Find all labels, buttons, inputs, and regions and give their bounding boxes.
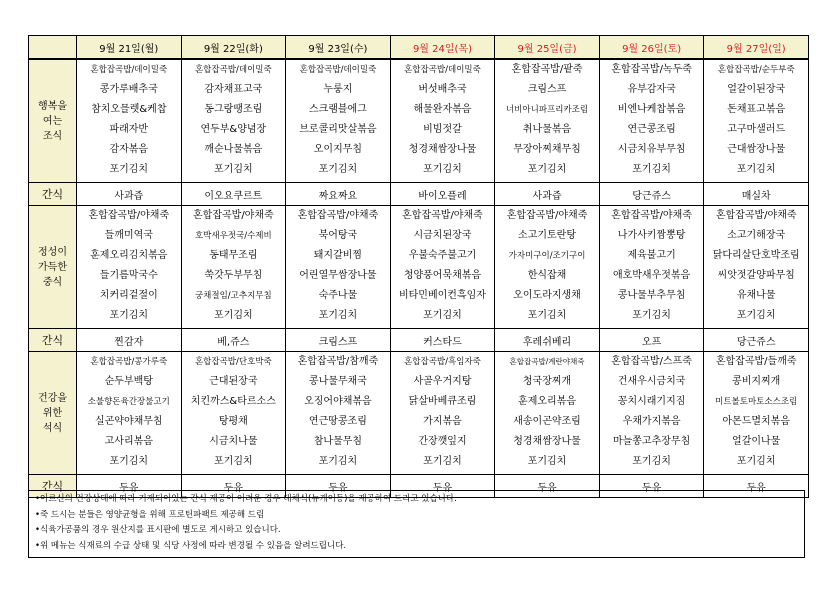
notice-line: •식육가공품의 경우 원산지를 표시판에 별도로 게시하고 있습니다. <box>35 525 281 535</box>
menu-item: 미트볼토마토소스조림 <box>715 397 798 407</box>
day-header: 9월 23일(수) <box>286 36 391 60</box>
menu-item: 돼지갈비찜 <box>313 250 363 261</box>
menu-item: 청경채쌈장나물 <box>513 436 581 447</box>
menu-item: 궁채절임/고추지무침 <box>194 291 272 301</box>
menu-item: 참나물무침 <box>313 436 363 447</box>
menu-item: 들깨미역국 <box>104 230 153 241</box>
menu-item: 파래자반 <box>109 124 149 135</box>
menu-item: 숙주나물 <box>318 290 358 301</box>
menu-item: 우불숙주불고기 <box>408 250 477 261</box>
menu-item: 혼합잡곡밥/참깨죽 <box>297 356 379 367</box>
menu-item: 연근땅콩조림 <box>308 416 367 427</box>
menu-item: 돈채표고볶음 <box>727 104 786 115</box>
snack-cell: 두유 <box>390 475 495 498</box>
menu-item: 오이지무침 <box>313 144 363 155</box>
menu-item: 혼합잡곡밥/야채죽 <box>506 210 588 221</box>
dinner-cell-day-7 <box>704 352 809 475</box>
menu-item: 소불향돈육간장불고기 <box>87 397 170 407</box>
menu-item: 콩가루배추국 <box>99 84 158 95</box>
day-header: 9월 24일(목) <box>390 36 495 60</box>
dinner-label: 건강을 위한 석식 <box>29 352 77 475</box>
lunch-cell-day-6 <box>599 206 704 329</box>
menu-item: 포기김치 <box>632 456 671 467</box>
snack-cell: 당근쥬스 <box>704 329 809 352</box>
menu-item: 혼합잡곡밥/데이밀죽 <box>194 65 272 75</box>
menu-item: 사골우거지탕 <box>413 376 472 387</box>
breakfast-row <box>29 59 809 183</box>
dinner-cell-day-1 <box>77 352 182 475</box>
menu-item: 씨앗젓갈양파무침 <box>717 270 795 281</box>
menu-item: 포기김치 <box>736 310 776 321</box>
notice-box <box>28 490 805 558</box>
menu-item: 소고기토란탕 <box>518 230 577 241</box>
menu-item: 가자미구이/조기구이 <box>508 251 586 261</box>
menu-item: 연근콩조림 <box>627 124 676 135</box>
menu-item: 누룽지 <box>323 84 353 95</box>
menu-item: 콩비지찌개 <box>732 376 781 387</box>
menu-item: 크림스프 <box>527 84 567 95</box>
lunch-cell-day-3 <box>286 206 391 329</box>
snack-label-2: 간식 <box>29 329 77 352</box>
menu-item: 혼합잡곡밥/야채죽 <box>88 210 170 221</box>
menu-item: 비타민베이컨흑임자 <box>398 290 486 301</box>
dinner-cell-day-3 <box>286 352 391 475</box>
menu-item: 포기김치 <box>109 456 149 467</box>
snack-cell: 두유 <box>181 475 286 498</box>
menu-item: 포기김치 <box>214 456 253 467</box>
menu-item: 북어탕국 <box>318 230 358 241</box>
menu-item: 포기김치 <box>423 164 462 175</box>
menu-item: 훈제오리김치볶음 <box>90 250 168 261</box>
menu-item: 콩나물부추무침 <box>617 290 686 301</box>
menu-item: 근대된장국 <box>209 376 258 387</box>
breakfast-cell-day-4 <box>390 59 495 183</box>
snack-cell: 두유 <box>286 475 391 498</box>
menu-item: 얼갈이나물 <box>732 436 781 447</box>
menu-item: 청경채쌈장나물 <box>408 144 477 155</box>
lunch-cell-day-1 <box>77 206 182 329</box>
menu-item: 혼합잡곡밥/단호박죽 <box>194 357 272 367</box>
corner-cell <box>29 36 77 60</box>
menu-item: 훈제오리볶음 <box>518 396 577 407</box>
menu-item: 애호박새우젓볶음 <box>612 270 691 281</box>
menu-item: 포기김치 <box>632 164 671 175</box>
snack-cell: 두유 <box>495 475 600 498</box>
menu-item: 나가사키짬뽕탕 <box>617 230 686 241</box>
menu-item: 포기김치 <box>736 456 776 467</box>
menu-item: 동태무조림 <box>209 250 258 261</box>
menu-item: 깨순나물볶음 <box>204 144 263 155</box>
snack-cell: 두유 <box>599 475 704 498</box>
menu-item: 스크램블에그 <box>308 104 367 115</box>
menu-item: 포기김치 <box>109 310 149 321</box>
menu-item: 혼합잡곡밥/야채죽 <box>297 210 379 221</box>
breakfast-cell-day-5 <box>495 59 600 183</box>
snack-row-2 <box>29 329 809 352</box>
snack-row-1 <box>29 183 809 206</box>
lunch-cell-day-5 <box>495 206 600 329</box>
menu-item: 혼합잡곡밥/야채죽 <box>193 210 274 221</box>
snack-cell: 크림스프 <box>286 329 391 352</box>
menu-item: 어린열무쌈장나물 <box>299 270 377 281</box>
lunch-row <box>29 206 809 329</box>
notice-line: •어르신의 건강상태에 따라 기재되어있는 간식 제공이 어려운 경우 대체식(뉴케어등)을 제공하여 드리고 있습니다. <box>35 494 457 504</box>
breakfast-cell-day-3 <box>286 59 391 183</box>
menu-item: 혼합잡곡밥/녹두죽 <box>611 64 692 75</box>
menu-item: 청국장찌개 <box>522 376 572 387</box>
menu-item: 마늘쫑고추장무침 <box>612 436 691 447</box>
snack-cell: 바이오플레 <box>390 183 495 206</box>
snack-cell: 오프 <box>599 329 704 352</box>
dinner-cell-day-2 <box>181 352 286 475</box>
menu-item: 오이도라지생채 <box>513 290 581 301</box>
menu-item: 포기김치 <box>109 164 149 175</box>
menu-item: 꽁치시래기지짐 <box>617 396 686 407</box>
lunch-cell-day-4 <box>390 206 495 329</box>
weekly-menu-table <box>28 35 809 498</box>
notice-line: •죽 드시는 분들은 영양균형을 위해 프로틴파팩트 제공해 드림 <box>35 509 265 520</box>
menu-item: 포기김치 <box>736 164 776 175</box>
menu-item: 연두부&양념장 <box>200 124 267 135</box>
menu-item: 아몬드멸치볶음 <box>722 416 790 427</box>
menu-item: 포기김치 <box>527 164 567 175</box>
menu-item: 혼합잡곡밥/야채죽 <box>715 210 797 221</box>
breakfast-cell-day-7 <box>704 59 809 183</box>
dinner-cell-day-6 <box>599 352 704 475</box>
menu-item: 포기김치 <box>318 164 358 175</box>
dinner-cell-day-4 <box>390 352 495 475</box>
menu-item: 고사리볶음 <box>104 436 153 447</box>
menu-item: 혼합잡곡밥/순두부죽 <box>717 65 795 75</box>
menu-item: 포기김치 <box>632 310 671 321</box>
menu-item: 혼합잡곡밥/스프죽 <box>611 356 692 367</box>
dinner-row <box>29 352 809 475</box>
snack-cell: 찐감자 <box>77 329 182 352</box>
menu-item: 혼합잡곡밥/데이밀죽 <box>404 65 481 75</box>
menu-item: 실곤약야채무침 <box>94 416 163 427</box>
day-header: 9월 27일(일) <box>704 36 809 60</box>
breakfast-cell-day-6 <box>599 59 704 183</box>
menu-item: 혼합잡곡밥/콩가루죽 <box>90 357 168 367</box>
menu-item: 얼갈이된장국 <box>727 84 786 95</box>
breakfast-label: 행복을 여는 조식 <box>29 59 77 183</box>
snack-cell: 후레쉬베리 <box>495 329 600 352</box>
menu-item: 탕평채 <box>218 416 248 427</box>
menu-item: 시금치유부무침 <box>617 144 686 155</box>
menu-item: 호박새우젓국/수제비 <box>194 231 272 241</box>
menu-item: 치킨까스&타르소스 <box>190 396 276 407</box>
day-header: 9월 22일(화) <box>181 36 286 60</box>
menu-item: 취나물볶음 <box>522 124 572 135</box>
menu-item: 혼합잡곡밥/야채죽 <box>611 210 692 221</box>
menu-item: 포기김치 <box>527 310 567 321</box>
snack-label-3: 간식 <box>29 475 77 498</box>
menu-item: 버섯배추국 <box>418 84 467 95</box>
menu-item: 포기김치 <box>423 310 462 321</box>
notice-line: •위 메뉴는 식재료의 수급 상태 및 식당 사정에 따라 변경될 수 있음을 알려드립니다. <box>35 540 347 551</box>
menu-item: 포기김치 <box>214 310 253 321</box>
snack-cell: 매실차 <box>704 183 809 206</box>
menu-item: 가지볶음 <box>423 416 462 427</box>
menu-item: 청양풍어묵채볶음 <box>403 270 482 281</box>
lunch-label: 정성이 가득한 중식 <box>29 206 77 329</box>
menu-item: 동그랑땡조림 <box>204 104 263 115</box>
menu-item: 쑥갓두부무침 <box>204 270 263 281</box>
menu-item: 우채가지볶음 <box>622 416 681 427</box>
menu-item: 해물완자볶음 <box>413 104 472 115</box>
menu-item: 유부감자국 <box>627 84 676 95</box>
menu-item: 제육불고기 <box>627 250 676 261</box>
menu-item: 시금치된장국 <box>413 230 472 241</box>
menu-item: 간장깻잎지 <box>418 436 467 447</box>
dinner-cell-day-5 <box>495 352 600 475</box>
snack-cell: 커스타드 <box>390 329 495 352</box>
menu-item: 포기김치 <box>423 456 462 467</box>
menu-item: 혼합잡곡밥/데이밀죽 <box>299 65 377 75</box>
breakfast-cell-day-2 <box>181 59 286 183</box>
lunch-cell-day-7 <box>704 206 809 329</box>
menu-item: 감자채표고국 <box>204 84 263 95</box>
menu-item: 혼합잡곡밥/팥죽 <box>511 64 583 75</box>
lunch-cell-day-2 <box>181 206 286 329</box>
menu-item: 닭다리살단호박조림 <box>712 250 800 261</box>
menu-item: 무장아찌채무침 <box>513 144 581 155</box>
menu-item: 혼합잡곡밥/들깨죽 <box>715 356 797 367</box>
menu-item: 포기김치 <box>318 310 358 321</box>
snack-cell: 사과즙 <box>77 183 182 206</box>
menu-item: 혼합잡곡밥/데이밀죽 <box>90 65 168 75</box>
menu-item: 혼합잡곡밥/계란야채죽 <box>509 357 585 366</box>
menu-item: 비엔나케찹볶음 <box>617 104 686 115</box>
snack-cell: 짜요짜요 <box>286 183 391 206</box>
menu-item: 오징어야채볶음 <box>304 396 372 407</box>
menu-item: 포기김치 <box>214 164 253 175</box>
menu-item: 새송이곤약조림 <box>513 416 581 427</box>
snack-cell: 사과즙 <box>495 183 600 206</box>
menu-item: 한식잡채 <box>527 270 567 281</box>
menu-item: 소고기해장국 <box>727 230 786 241</box>
menu-item: 치커리겉절이 <box>99 290 158 301</box>
date-header-row <box>29 36 809 60</box>
day-header: 9월 25일(금) <box>495 36 600 60</box>
snack-cell: 당근쥬스 <box>599 183 704 206</box>
menu-item: 건새우시금치국 <box>617 376 686 387</box>
menu-item: 혼합잡곡밥/흑임자죽 <box>404 357 481 367</box>
snack-cell: 두유 <box>77 475 182 498</box>
menu-item: 참치오믈렛&케찹 <box>91 104 167 115</box>
menu-item: 비빔젓갈 <box>423 124 462 135</box>
breakfast-cell-day-1 <box>77 59 182 183</box>
menu-item: 시금치나물 <box>209 436 258 447</box>
snack-cell: 이오요쿠르트 <box>181 183 286 206</box>
menu-item: 유채나물 <box>736 290 776 301</box>
menu-item: 포기김치 <box>527 456 567 467</box>
menu-item: 들기름막국수 <box>99 270 158 281</box>
day-header: 9월 26일(토) <box>599 36 704 60</box>
menu-item: 너비아니파프리카조림 <box>505 105 589 115</box>
menu-item: 브로콜리맛살볶음 <box>299 124 377 135</box>
menu-item: 닭살바베큐조림 <box>408 396 477 407</box>
menu-item: 혼합잡곡밥/야채죽 <box>402 210 483 221</box>
menu-item: 감자볶음 <box>109 144 149 155</box>
menu-item: 근대쌈장나물 <box>727 144 786 155</box>
snack-label-1: 간식 <box>29 183 77 206</box>
day-header: 9월 21일(월) <box>77 36 182 60</box>
menu-item: 고구마샐러드 <box>727 124 786 135</box>
snack-cell: 두유 <box>704 475 809 498</box>
menu-item: 포기김치 <box>318 456 358 467</box>
snack-cell: 베,쥬스 <box>181 329 286 352</box>
menu-item: 순두부백탕 <box>104 376 153 387</box>
menu-item: 콩나물무채국 <box>308 376 367 387</box>
